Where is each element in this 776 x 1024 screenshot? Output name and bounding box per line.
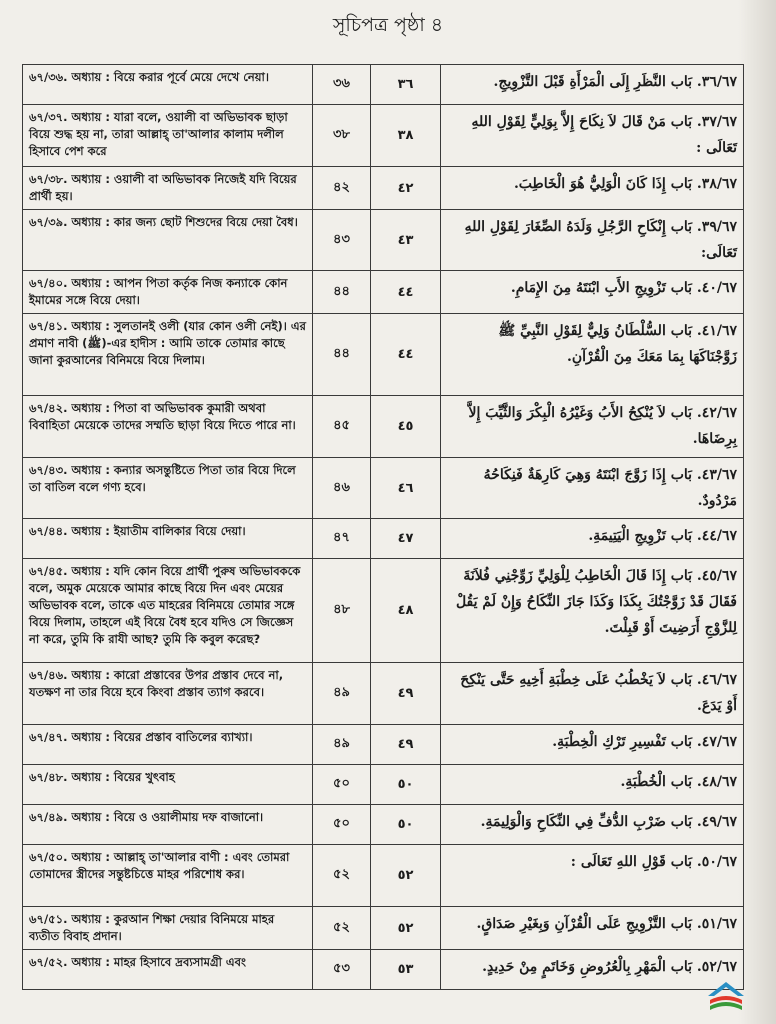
toc-row xyxy=(23,907,744,950)
chapter-title-bengali: ৬৭/৪৮. অধ্যায় : বিয়ের খুৎবাহ xyxy=(23,765,313,805)
chapter-title-bengali: ৬৭/৩৮. অধ্যায় : ওয়ালী বা অভিভাবক নিজেই যদি বিয়ের প্রার্থী হয়। xyxy=(23,167,313,210)
chapter-title-arabic: ٤٢/٦٧. بَاب لاَ يُنْكِحُ الأَبُ وَغَيْرُهُ الْبِكْرَ وَالثَّيِّبَ إِلاَّ بِرِضَاهَا. xyxy=(441,396,744,458)
toc-row xyxy=(23,271,744,314)
toc-table xyxy=(22,64,744,990)
page-number-arabic: ٥٢ xyxy=(371,845,441,907)
toc-row xyxy=(23,765,744,805)
toc-row xyxy=(23,65,744,105)
page-number-bengali: ৪৩ xyxy=(313,210,371,271)
toc-row xyxy=(23,725,744,765)
page-number-arabic: ٤٧ xyxy=(371,519,441,559)
page-number-arabic: ٤٨ xyxy=(371,559,441,663)
chapter-title-bengali: ৬৭/৩৬. অধ্যায় : বিয়ে করার পূর্বে মেয়ে দেখে নেয়া। xyxy=(23,65,313,105)
page-number-arabic: ٤٥ xyxy=(371,396,441,458)
page-title: সূচিপত্র পৃষ্ঠা ৪ xyxy=(332,14,444,36)
toc-row xyxy=(23,396,744,458)
page-number-bengali: ৫০ xyxy=(313,805,371,845)
chapter-title-bengali: ৬৭/৪৫. অধ্যায় : যদি কোন বিয়ে প্রার্থী পুরুষ অভিভাবককে বলে, অমুক মেয়েকে আমার কাছে বিয়ে দিন এবং মেয়ের অভিভাবক বলে, তাকে এত মাহরের বিনিময়ে তোমার সঙ্গে বিয়ে দিলাম, তাহলে এই বিয়ে বৈধ হবে যদিও সে জিজ্ঞেস না করে, তুমি কি রাযী আছ? তুমি কি কবুল করেছ? xyxy=(23,559,313,663)
chapter-title-arabic: ٤٩/٦٧. بَاب ضَرْبِ الدُّفِّ فِي النِّكَاحِ وَالْوَلِيمَةِ. xyxy=(441,805,744,845)
page-number-bengali: ৫৩ xyxy=(313,950,371,990)
toc-row xyxy=(23,519,744,559)
page-number-arabic: ٥٢ xyxy=(371,907,441,950)
chapter-title-arabic: ٤١/٦٧. بَاب السُّلْطَانُ وَلِيٌّ لِقَوْلِ النَّبِيِّ ﷺ زَوَّجْنَاكَهَا بِمَا مَعَكَ مِنَ الْقُرْآنِ. xyxy=(441,314,744,396)
page-number-bengali: ৪৯ xyxy=(313,663,371,725)
toc-row xyxy=(23,950,744,990)
page-number-bengali: ৫২ xyxy=(313,845,371,907)
toc-row xyxy=(23,845,744,907)
page-number-arabic: ٤٩ xyxy=(371,663,441,725)
page-number-arabic: ٤٤ xyxy=(371,271,441,314)
chapter-title-arabic: ٤٦/٦٧. بَاب لاَ يَخْطُبُ عَلَى خِطْبَةِ أَخِيهِ حَتَّى يَنْكِحَ أَوْ يَدَعَ. xyxy=(441,663,744,725)
chapter-title-bengali: ৬৭/৩৭. অধ্যায় : যারা বলে, ওয়ালী বা অভিভাবক ছাড়া বিয়ে শুদ্ধ হয় না, তারা আল্লাহ্ তা'আলার কালাম দলীল হিসাবে পেশ করে xyxy=(23,105,313,167)
chapter-title-arabic: ٤٥/٦٧. بَاب إِذَا قَالَ الْخَاطِبُ لِلْوَلِيِّ زَوِّجْنِي فُلاَنَةَ فَقَالَ قَدْ زَوَّجْتُكَ بِكَذَا وَكَذَا جَازَ النِّكَاحُ وَإِنْ لَمْ يَقُلْ لِلزَّوْجِ أَرَضِيتَ أَوْ قَبِلْتَ. xyxy=(441,559,744,663)
chapter-title-arabic: ٣٦/٦٧. بَاب النَّظَرِ إِلَى الْمَرْأَةِ قَبْلَ التَّزْوِيجِ. xyxy=(441,65,744,105)
chapter-title-arabic: ٣٩/٦٧. بَاب إِنْكَاحِ الرَّجُلِ وَلَدَهُ الصِّغَارَ لِقَوْلِ اللهِ تَعَالَى: xyxy=(441,210,744,271)
chapter-title-arabic: ٥٢/٦٧. بَاب الْمَهْرِ بِالْعُرُوضِ وَخَاتَمٍ مِنْ حَدِيدٍ. xyxy=(441,950,744,990)
chapter-title-bengali: ৬৭/৪১. অধ্যায় : সুলতানই ওলী (যার কোন ওলী নেই)। এর প্রমাণ নাবী (ﷺ)-এর হাদীস : আমি তাকে তোমার কাছে জানা কুরআনের বিনিময়ে বিয়ে দিলাম। xyxy=(23,314,313,396)
chapter-title-bengali: ৬৭/৪৩. অধ্যায় : কন্যার অসন্তুষ্টিতে পিতা তার বিয়ে দিলে তা বাতিল বলে গণ্য হবে। xyxy=(23,458,313,519)
chapter-title-arabic: ٤٧/٦٧. بَاب تَفْسِيرِ تَرْكِ الْخِطْبَةِ. xyxy=(441,725,744,765)
page-number-arabic: ٤٣ xyxy=(371,210,441,271)
chapter-title-arabic: ٥١/٦٧. بَاب التَّزْوِيجِ عَلَى الْقُرْآنِ وَبِغَيْرِ صَدَاقٍ. xyxy=(441,907,744,950)
publisher-logo-icon xyxy=(704,980,748,1014)
chapter-title-bengali: ৬৭/৩৯. অধ্যায় : কার জন্য ছোট শিশুদের বিয়ে দেয়া বৈধ। xyxy=(23,210,313,271)
page-number-bengali: ৫০ xyxy=(313,765,371,805)
page-number-arabic: ٤٦ xyxy=(371,458,441,519)
page-number-arabic: ٤٢ xyxy=(371,167,441,210)
page-number-arabic: ٥٠ xyxy=(371,765,441,805)
page-number-arabic: ٤٤ xyxy=(371,314,441,396)
page-number-bengali: ৪৫ xyxy=(313,396,371,458)
toc-row xyxy=(23,167,744,210)
page-number-arabic: ٣٨ xyxy=(371,105,441,167)
toc-row xyxy=(23,458,744,519)
chapter-title-bengali: ৬৭/৫২. অধ্যায় : মাহর হিসাবে দ্রব্যসামগ্রী এবং xyxy=(23,950,313,990)
chapter-title-bengali: ৬৭/৪৬. অধ্যায় : কারো প্রস্তাবের উপর প্রস্তাব দেবে না, যতক্ষণ না তার বিয়ে হবে কিংবা প্রস্তাব ত্যাগ করবে। xyxy=(23,663,313,725)
page-number-bengali: ৪২ xyxy=(313,167,371,210)
chapter-title-arabic: ٤٤/٦٧. بَاب تَزْوِيجِ الْيَتِيمَةِ. xyxy=(441,519,744,559)
page-number-arabic: ٤٩ xyxy=(371,725,441,765)
chapter-title-bengali: ৬৭/৪০. অধ্যায় : আপন পিতা কর্তৃক নিজ কন্যাকে কোন ইমামের সঙ্গে বিয়ে দেয়া। xyxy=(23,271,313,314)
toc-row xyxy=(23,663,744,725)
chapter-title-arabic: ٣٧/٦٧. بَاب مَنْ قَالَ لاَ نِكَاحَ إِلاَّ بِوَلِيٍّ لِقَوْلِ اللهِ تَعَالَى : xyxy=(441,105,744,167)
chapter-title-arabic: ٤٠/٦٧. بَاب تَزْوِيجِ الأَبِ ابْنَتَهُ مِنَ الإِمَامِ. xyxy=(441,271,744,314)
chapter-title-arabic: ٤٣/٦٧. بَاب إِذَا زَوَّجَ ابْنَتَهُ وَهِيَ كَارِهَةٌ فَنِكَاحُهُ مَرْدُودٌ. xyxy=(441,458,744,519)
toc-row xyxy=(23,559,744,663)
page-number-arabic: ٣٦ xyxy=(371,65,441,105)
chapter-title-arabic: ٣٨/٦٧. بَاب إِذَا كَانَ الْوَلِيُّ هُوَ الْخَاطِبَ. xyxy=(441,167,744,210)
chapter-title-bengali: ৬৭/৪৯. অধ্যায় : বিয়ে ও ওয়ালীমায় দফ বাজানো। xyxy=(23,805,313,845)
toc-row xyxy=(23,805,744,845)
page-number-bengali: ৩৮ xyxy=(313,105,371,167)
chapter-title-bengali: ৬৭/৪৭. অধ্যায় : বিয়ের প্রস্তাব বাতিলের ব্যাখ্যা। xyxy=(23,725,313,765)
page-number-arabic: ٥٠ xyxy=(371,805,441,845)
chapter-title-arabic: ٤٨/٦٧. بَاب الْخُطْبَةِ. xyxy=(441,765,744,805)
page-number-bengali: ৪৬ xyxy=(313,458,371,519)
toc-row xyxy=(23,314,744,396)
chapter-title-bengali: ৬৭/৪৪. অধ্যায় : ইয়াতীম বালিকার বিয়ে দেয়া। xyxy=(23,519,313,559)
chapter-title-bengali: ৬৭/৫১. অধ্যায় : কুরআন শিক্ষা দেয়ার বিনিময়ে মাহর ব্যতীত বিবাহ প্রদান। xyxy=(23,907,313,950)
page-number-bengali: ৪৪ xyxy=(313,314,371,396)
page-number-bengali: ৪৭ xyxy=(313,519,371,559)
page-number-bengali: ৪৪ xyxy=(313,271,371,314)
page-number-bengali: ৪৮ xyxy=(313,559,371,663)
chapter-title-bengali: ৬৭/৫০. অধ্যায় : আল্লাহ্ তা'আলার বাণী : এবং তোমরা তোমাদের স্ত্রীদের সন্তুষ্টচিত্তে মাহর পরিশোধ কর। xyxy=(23,845,313,907)
toc-row xyxy=(23,105,744,167)
page-number-bengali: ৩৬ xyxy=(313,65,371,105)
page-number-arabic: ٥٣ xyxy=(371,950,441,990)
page-number-bengali: ৪৯ xyxy=(313,725,371,765)
toc-row xyxy=(23,210,744,271)
page-number-bengali: ৫২ xyxy=(313,907,371,950)
chapter-title-bengali: ৬৭/৪২. অধ্যায় : পিতা বা অভিভাবক কুমারী অথবা বিবাহিতা মেয়েকে তাদের সম্মতি ছাড়া বিয়ে দিতে পারে না। xyxy=(23,396,313,458)
chapter-title-arabic: ٥٠/٦٧. بَاب قَوْلِ اللهِ تَعَالَى : xyxy=(441,845,744,907)
